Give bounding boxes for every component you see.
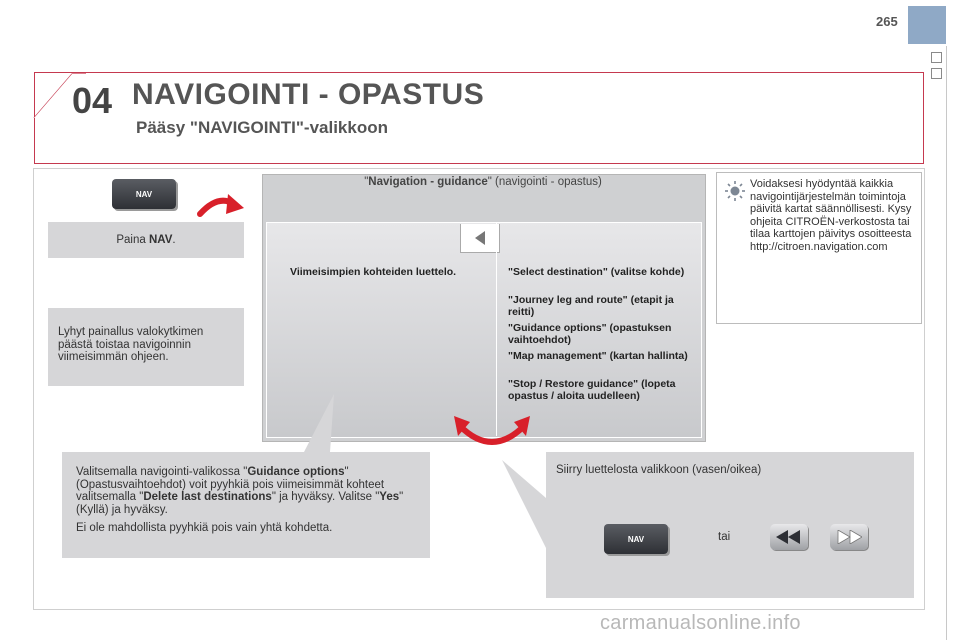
nav-button[interactable] bbox=[604, 524, 668, 554]
menu-item-rest: (lopeta opastus / aloita uudelleen) bbox=[508, 378, 676, 402]
screen-header bbox=[262, 176, 704, 188]
margin-rule bbox=[946, 46, 947, 640]
page-number: 265 bbox=[876, 14, 898, 29]
or-label: tai bbox=[718, 531, 731, 543]
press-nav-key: NAV bbox=[148, 234, 173, 246]
text-bold-run: Yes bbox=[379, 491, 400, 503]
delete-paragraph-1 bbox=[62, 452, 430, 516]
screen-divider bbox=[496, 222, 497, 436]
page-subtitle: Pääsy "NAVIGOINTI"-valikkoon bbox=[136, 118, 388, 137]
thumbnail-box bbox=[931, 68, 942, 79]
screen-header-bold: Navigation - guidance bbox=[368, 176, 488, 188]
menu-item-bold: "Map management" bbox=[508, 350, 607, 362]
rewind-button[interactable] bbox=[770, 524, 808, 550]
nav-button-label: NAV bbox=[135, 189, 153, 199]
menu-item-select-destination[interactable] bbox=[508, 266, 696, 294]
menu-item-rest: (etapit ja reitti) bbox=[508, 294, 674, 318]
press-nav-suffix: . bbox=[172, 234, 176, 246]
callout-pointer bbox=[290, 392, 350, 454]
page-title: NAVIGOINTI - OPASTUS bbox=[132, 78, 485, 111]
short-press-box bbox=[48, 308, 244, 386]
screen-header-quote: " bbox=[364, 176, 369, 188]
screen-menu bbox=[508, 266, 696, 406]
chapter-number: 04 bbox=[72, 80, 113, 121]
back-tab[interactable] bbox=[460, 224, 500, 253]
menu-item-bold: "Stop / Restore guidance" bbox=[508, 378, 639, 390]
menu-item-bold: "Select destination" bbox=[508, 266, 608, 278]
delete-destinations-box bbox=[62, 452, 430, 558]
curved-arrow-right-icon bbox=[196, 188, 246, 222]
nav-button[interactable] bbox=[112, 179, 176, 209]
menu-item-stop-restore[interactable] bbox=[508, 378, 696, 406]
text-bold-run: Delete last destinations bbox=[143, 491, 272, 503]
text-run: " ja hyväksy. Valitse " bbox=[271, 491, 380, 503]
delete-paragraph-2: Ei ole mahdollista pyyhkiä pois vain yhtä kohdetta. bbox=[76, 522, 333, 534]
recent-destinations-label: Viimeisimpien kohteiden luettelo. bbox=[290, 266, 457, 278]
double-left-arrow-icon bbox=[776, 530, 802, 544]
text-run: Valitsemalla navigointi-valikossa " bbox=[76, 466, 248, 478]
chapter-tab bbox=[908, 6, 946, 44]
forward-button[interactable] bbox=[830, 524, 868, 550]
menu-item-rest: (valitse kohde) bbox=[607, 266, 685, 278]
swap-arrows-icon bbox=[452, 414, 532, 454]
menu-item-rest: (opastuksen vaihtoehdot) bbox=[508, 322, 672, 346]
menu-item-bold: "Guidance options" bbox=[508, 322, 607, 334]
screen-header-rest: " (navigointi - opastus) bbox=[487, 176, 602, 188]
text-bold-run: Guidance options bbox=[247, 466, 345, 478]
text-run: " (Opastusvaihtoehdot) voit pyyhkiä pois viimeisimmät kohteet valitsemalla " bbox=[76, 466, 385, 503]
menu-item-bold: "Journey leg and route" bbox=[508, 294, 628, 306]
text-run: " (Kyllä) ja hyväksy. bbox=[76, 491, 404, 516]
press-nav-box bbox=[48, 222, 244, 258]
nav-button-label: NAV bbox=[627, 534, 645, 544]
thumbnail-box bbox=[931, 52, 942, 63]
short-press-text: Lyhyt painallus valokytkimen päästä toistaa navigoinnin viimeisimmän ohjeen. bbox=[58, 326, 204, 363]
footer-watermark: carmanualsonline.info bbox=[600, 612, 801, 634]
sun-tip-icon bbox=[724, 180, 746, 202]
scroll-instruction: Siirry luettelosta valikkoon (vasen/oikea) bbox=[556, 464, 762, 476]
menu-item-rest: (kartan hallinta) bbox=[606, 350, 688, 362]
menu-item-guidance-options[interactable] bbox=[508, 322, 696, 350]
double-right-arrow-icon bbox=[836, 530, 862, 544]
menu-item-journey-leg[interactable] bbox=[508, 294, 696, 322]
callout-pointer bbox=[500, 458, 550, 550]
back-triangle-icon bbox=[461, 224, 499, 252]
info-note-text: Voidaksesi hyödyntää kaikkia navigointijärjestelmän toimintoja päivitä kartat säännöllisesti. Kysy ohjeita CITROËN-verkostosta tai tilaa karttojen päivitys osoitteesta http://citroen.navigation.com bbox=[750, 178, 912, 253]
menu-item-map-management[interactable] bbox=[508, 350, 696, 378]
press-nav-prefix: Paina bbox=[116, 234, 146, 246]
